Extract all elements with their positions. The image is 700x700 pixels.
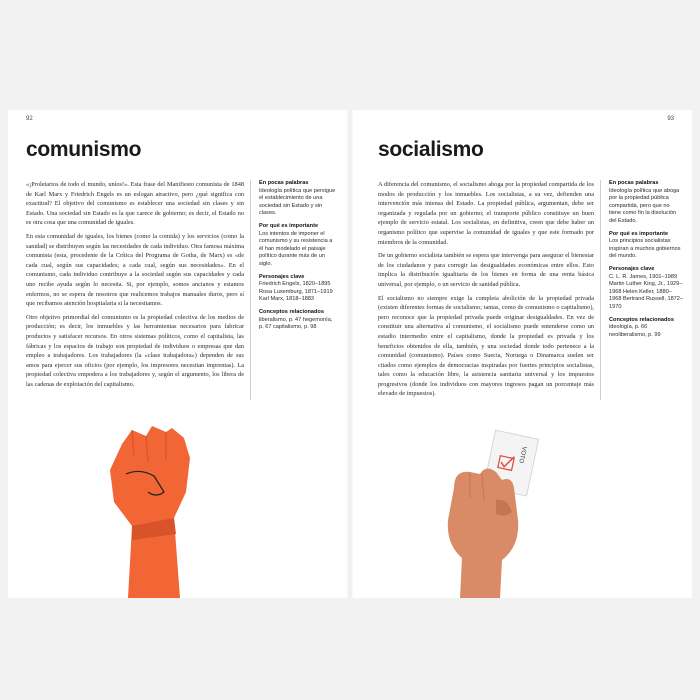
raised-fist-illustration	[106, 422, 198, 598]
sidebar-left	[250, 180, 337, 400]
paragraph: «¡Proletarios de todo el mundo, uníos!». Esta frase del Manifiesto comunista de 1848 de Karl Marx y Friedrich Engels es un eslogan atractivo, pero ¿qué significa con exactitud? El objetivo del comunismo es establecer una sociedad sin clases y sin Estado. Una sociedad sin Estado es la que carece de gobierno; es decir, el Estado no es otra cosa que una comunidad de iguales.	[26, 181, 244, 227]
page-number-right: 93	[667, 116, 674, 122]
page-title-left: comunismo	[26, 138, 142, 161]
sidebar-right	[600, 180, 683, 400]
paragraph: De un gobierno socialista también se espera que intervenga para asegurar el bienestar de los ciudadanos y para corregir las desigualdades económicas entre ellos. Esto implica la distribución igualitaria de los bienes en forma de una renta básica universal, por ejemplo, o un servicio de sanidad pública.	[378, 252, 594, 288]
right-page	[350, 110, 692, 598]
paragraph: A diferencia del comunismo, el socialismo aboga por la propiedad compartida de los modos de producción y los inmuebles. Los socialistas, a su vez, defienden una intervención más intensa del Estado. La propiedad pública, argumentan, debe ser organizada y regulada por un gobierno; el transporte público constituye un buen ejemplo de servicio estatal. Los socialistas, en definitiva, creen que debe haber un organismo político que supervise la comunidad de iguales y que este formado por miembros de la comunidad.	[378, 181, 594, 246]
main-text-right	[378, 180, 594, 403]
sidebar-body: ideología, p. 66 neoliberalismo, p. 99	[609, 324, 661, 338]
page-number-left: 92	[26, 116, 33, 122]
sidebar-heading: Conceptos relacionados	[259, 308, 324, 315]
ballot-label: VOTO	[517, 445, 527, 464]
paragraph: Otro objetivo primordial del comunismo es la propiedad colectiva de los medios de producción; es decir, los inmuebles y las herramientas necesarios para fabricar productos y satisfacer recursos. En otros sistemas políticos, como el capitalista, las fábricas y los espacios de trabajo son propiedad de individuos o empresas que dan empleo a trabajadores. Los trabajadores (la «clase trabajadora») dependen de sus amos para ejercer sus oficios (por ejemplo, los impresores necesitan imprentas). La propiedad colectiva empodera a los trabajadores y, según el argumento, los libera de las cadenas de explotación del capitalismo.	[26, 313, 244, 388]
sidebar-heading: Conceptos relacionados	[609, 316, 674, 323]
paragraph: En esta comunidad de iguales, los bienes (como la comida) y los servicios (como la sanidad) se distribuyen según las necesidades de cada individuo. Otra famosa máxima comunista (esta, procedente de la Crítica del Programa de Gotha, de Marx) es «de cada cual, según sus capacidades; a cada cual, según sus necesidades». En el comunismo, cada individuo contribuye a la sociedad según sus capacidades y cada uno recibe ayuda según lo necesita. Si, por ejemplo, somos ancianos y estamos enfermos, no se espera de nosotros que realicemos trabajos manuales duros, pero sí que recibamos atención hospitalaria si la necesitamos.	[26, 232, 244, 308]
sidebar-body: Los principios socialistas inspiran a muchos gobiernos del mundo.	[609, 238, 681, 260]
left-page	[8, 110, 350, 598]
sidebar-heading: En pocas palabras	[259, 180, 309, 186]
sidebar-heading: En pocas palabras	[609, 180, 659, 186]
page-title-right: socialismo	[378, 138, 484, 161]
sidebar-heading: Por qué es importante	[259, 222, 319, 229]
sidebar-body: Friedrich Engels, 1820–1895 Rosa Luxemburg, 1871–1919 Karl Marx, 1818–1883	[259, 281, 333, 303]
main-text-left	[26, 180, 244, 393]
sidebar-heading: Por qué es importante	[609, 230, 669, 237]
book-spread	[8, 110, 692, 598]
sidebar-body: Ideología política que persigue el establecimiento de una sociedad sin Estado y sin clases.	[259, 187, 336, 217]
sidebar-heading: Personajes clave	[609, 265, 655, 272]
fist-shape	[110, 426, 190, 598]
sidebar-body: Los intentos de imponer el comunismo y su resistencia a él han modelado el paisaje político durante más de un siglo.	[259, 230, 333, 267]
sidebar-heading: Personajes clave	[259, 273, 305, 280]
hand-voting-illustration	[440, 428, 550, 598]
sidebar-body: Ideología política que aboga por la propiedad pública compartida, pero que no tiene como fin la disolución del Estado.	[609, 187, 680, 224]
sidebar-body: C. L. R. James, 1901–1989 Martin Luther King, Jr., 1929–1968 Helen Keller, 1880–1968 Bertrand Russell, 1872–1970	[609, 273, 684, 310]
paragraph: El socialismo no siempre exige la completa abolición de la propiedad privada (existen diferentes formas de socialismo; tantas, como de comunismo o capitalismo), pero reconoce que la propiedad privada puede originar desigualdades. En vez de constituir una alternativa al comunismo, el socialismo puede entenderse como un estadio intermedio entre el capitalismo, donde la propiedad es privada y los beneficios obtenidos de ella, también, y una sociedad donde todo pertenece a la comunidad (comunismo). Países como Suecia, Noruega o Dinamarca suelen ser citados como ejemplos de democracias inspiradas por fuertes principios socialistas, tales como la educación libre, la asistencia sanitaria universal y los impuestos progresivos (donde los individuos con mayores ingresos pagan un porcentaje más elevado de impuestos).	[378, 294, 594, 398]
sidebar-body: liberalismo, p. 47 hegemonía, p. 67 capitalismo, p. 98	[259, 316, 333, 331]
